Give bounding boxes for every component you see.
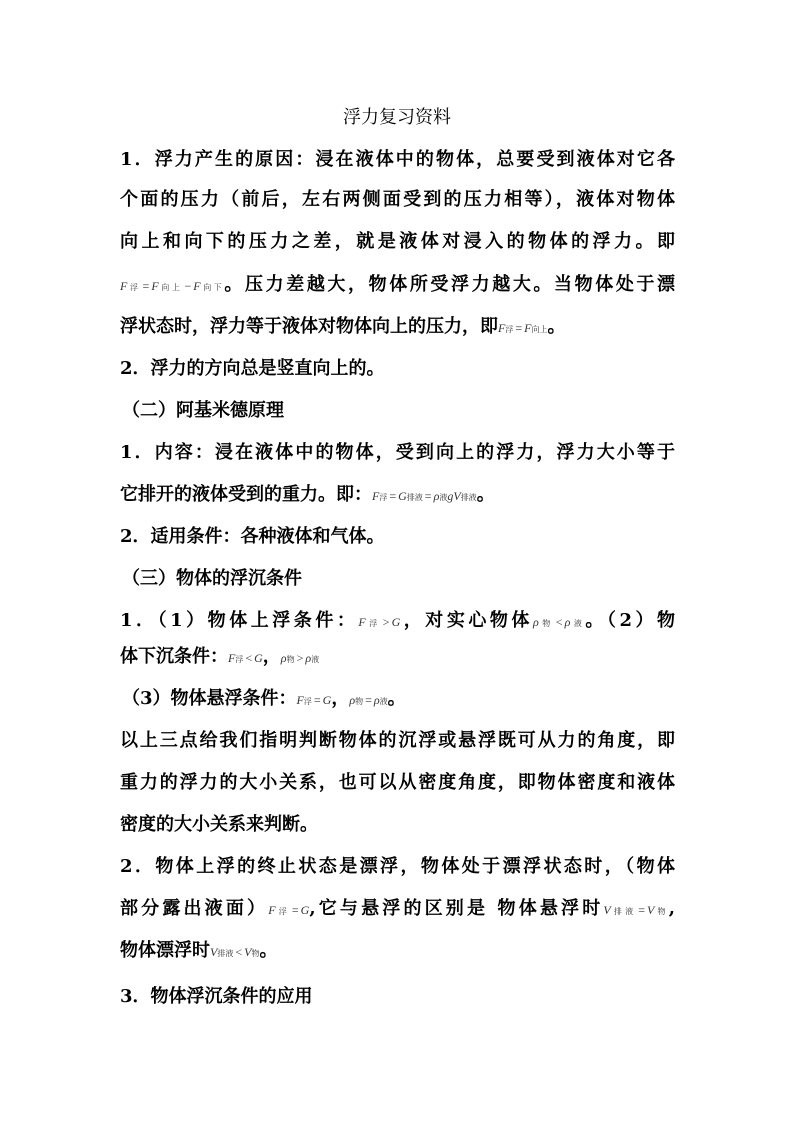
formula-rise-force: F浮 > G bbox=[358, 615, 401, 629]
line-14: （3）物体悬浮条件：F浮 = G，ρ物 = ρ液。 bbox=[122, 688, 406, 709]
formula-sink-force: F浮 < G bbox=[228, 651, 263, 665]
line-17: 密度的大小关系来判断。 bbox=[120, 814, 318, 835]
line-13: 体下沉条件：F浮 < G，ρ物 > ρ液 bbox=[120, 646, 320, 667]
formula-buoyancy-difference: F浮 = F向上 − F向下 bbox=[120, 279, 225, 293]
formula-rise-density: ρ物 < ρ液 bbox=[532, 615, 586, 629]
line-9: 它排开的液体受到的重力。即：F浮 = G排液 = ρ液gV排液。 bbox=[120, 484, 495, 505]
line-16: 重力的浮力的大小关系，也可以从密度角度，即物体密度和液体 bbox=[120, 772, 675, 793]
line-11-heading: （三）物体的浮沉条件 bbox=[122, 568, 302, 589]
line-18: 2．物体上浮的终止状态是漂浮，物体处于漂浮状态时，（物体 bbox=[120, 856, 675, 877]
formula-sink-density: ρ物 > ρ液 bbox=[280, 651, 320, 665]
line-8: 1．内容：浸在液体中的物体，受到向上的浮力，浮力大小等于 bbox=[120, 442, 675, 463]
formula-suspend-density: ρ物 = ρ液 bbox=[349, 693, 388, 707]
line-12: 1．（1）物体上浮条件：F浮 > G，对实心物体ρ物 < ρ液。（2）物 bbox=[120, 610, 676, 631]
line-21: 3．物体浮沉条件的应用 bbox=[120, 986, 313, 1007]
line-7-heading: （二）阿基米德原理 bbox=[122, 400, 284, 421]
line-15: 以上三点给我们指明判断物体的沉浮或悬浮既可从力的角度，即 bbox=[120, 730, 675, 751]
line-5: 浮状态时，浮力等于液体对物体向上的压力，即F浮 = F向上。 bbox=[120, 316, 566, 337]
formula-suspend-force: F浮 = G bbox=[296, 693, 332, 707]
line-3: 向上和向下的压力之差，就是液体对浸入的物体的浮力。即 bbox=[120, 231, 675, 252]
formula-suspend-volume: V排液 = V物 bbox=[603, 903, 669, 917]
line-2: 个面的压力（前后，左右两侧面受到的压力相等），液体对物体 bbox=[120, 189, 675, 210]
document-title: 浮力复习资料 bbox=[343, 107, 451, 128]
line-10: 2．适用条件：各种液体和气体。 bbox=[120, 526, 385, 547]
formula-float-force: F浮 = G bbox=[268, 903, 310, 917]
formula-archimedes: F浮 = G排液 = ρ液gV排液 bbox=[372, 489, 477, 503]
line-20: 物体漂浮时V排液 < V物。 bbox=[120, 940, 278, 961]
line-4: F浮 = F向上 − F向下。压力差越大，物体所受浮力越大。当物体处于漂 bbox=[120, 274, 676, 295]
line-6: 2．浮力的方向总是竖直向上的。 bbox=[120, 358, 385, 379]
formula-float-volume: V排液 < V物 bbox=[210, 945, 260, 959]
line-19: 部分露出液面）F浮 = G,它与悬浮的区别是 物体悬浮时V排液 = V物, bbox=[120, 898, 676, 919]
line-1: 1．浮力产生的原因：浸在液体中的物体，总要受到液体对它各 bbox=[120, 149, 675, 170]
formula-float-equal-upward: F浮 = F向上 bbox=[498, 321, 548, 335]
